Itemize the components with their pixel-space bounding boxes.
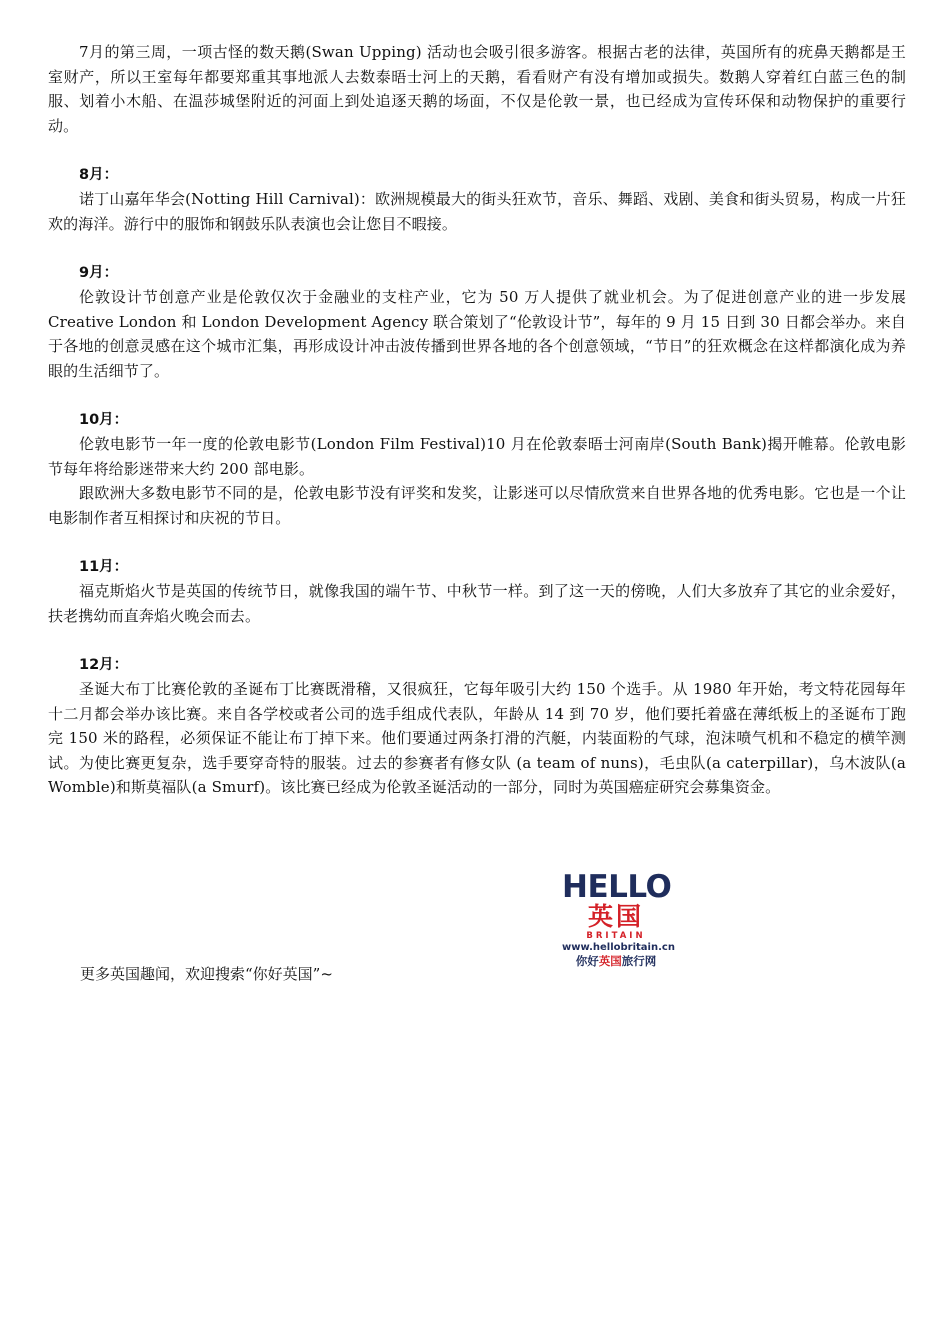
september-paragraph: 伦敦设计节创意产业是伦敦仅次于金融业的支柱产业，它为 50 万人提供了就业机会。为了促进创意产业的进一步发展 Creative London 和 London Development Agency 联合策划了“伦敦设计节”，每年的 9 月 15 日到 30 日都会举办。来自于各地的创意灵感在这个城市汇集，再形成设计冲击波传播到世界各地的各个创意领域，“节日”的狂欢概念在这样都演化成为养眼的生活细节了。 (48, 288, 906, 380)
footer-text: 更多英国趣闻，欢迎搜索“你好英国”~ (80, 965, 333, 983)
october-heading: 10月： (79, 411, 129, 428)
logo-tag-c: 旅行网 (621, 954, 657, 968)
july-paragraph: 7月的第三周，一项古怪的数天鹅(Swan Upping) 活动也会吸引很多游客。根据古老的法律，英国所有的疣鼻天鹅都是王室财产，所以王室每年都要郑重其事地派人去数泰晤士河上的天鹅，看看财产有没有增加或损失。数鹅人穿着红白蓝三色的制服、划着小木船、在温莎城堡附近的河面上到处追逐天鹅的场面，不仅是伦敦一景，也已经成为宣传环保和动物保护的重要行动。 (48, 43, 906, 135)
logo-tag-a: 你好 (575, 954, 599, 968)
logo-britain-text: BRITAIN (586, 931, 646, 941)
logo-chinese-text: 英国 (587, 902, 644, 931)
november-paragraph: 福克斯焰火节是英国的传统节日，就像我国的端午节、中秋节一样。到了这一天的傍晚，人们大多放弃了其它的业余爱好，扶老携幼而直奔焰火晚会而去。 (48, 582, 906, 625)
spacer (48, 236, 906, 261)
november-heading: 11月： (79, 558, 129, 575)
logo-url-text: www.hellobritain.cn (562, 942, 675, 953)
logo-tag-b: 英国 (598, 954, 622, 968)
spacer (48, 138, 906, 163)
spacer (48, 628, 906, 653)
spacer (48, 383, 906, 408)
august-heading: 8月： (79, 166, 119, 183)
december-heading: 12月： (79, 656, 129, 673)
august-paragraph: 诺丁山嘉年华会(Notting Hill Carnival)：欧洲规模最大的街头狂欢节，音乐、舞蹈、戏剧、美食和街头贸易，构成一片狂欢的海洋。游行中的服饰和钢鼓乐队表演也会让您目不暇接。 (48, 190, 906, 233)
spacer (48, 530, 906, 555)
logo-hello-text: HELLO (562, 869, 672, 905)
hello-britain-logo (562, 869, 675, 968)
december-paragraph: 圣诞大布丁比赛伦敦的圣诞布丁比赛既滑稽，又很疯狂，它每年吸引大约 150 个选手。从 1980 年开始，考文特花园每年十二月都会举办该比赛。来自各学校或者公司的选手组成代表队，年龄从 14 到 70 岁，他们要托着盛在薄纸板上的圣诞布丁跑完 150 米的路程，必须保证不能让布丁掉下来。他们要通过两条打滑的汽艇，内装面粉的气球，泡沫喷气机和不稳定的横竿测试。为使比赛更复杂，选手要穿奇特的服装。过去的参赛者有修女队 (a team of nuns)，毛虫队(a caterpillar)，乌木波队(a Womble)和斯莫福队(a Smurf)。该比赛已经成为伦敦圣诞活动的一部分，同时为英国癌症研究会募集资金。 (48, 680, 906, 796)
document-body (48, 40, 906, 800)
october-paragraph-2: 跟欧洲大多数电影节不同的是，伦敦电影节没有评奖和发奖，让影迷可以尽情欣赏来自世界各地的优秀电影。它也是一个让电影制作者互相探讨和庆祝的节日。 (48, 484, 906, 527)
logo-tagline (562, 954, 670, 968)
september-heading: 9月： (79, 264, 119, 281)
october-paragraph-1: 伦敦电影节一年一度的伦敦电影节(London Film Festival)10 月在伦敦泰晤士河南岸(South Bank)揭开帷幕。伦敦电影节每年将给影迷带来大约 200 部电影。 (48, 435, 906, 478)
